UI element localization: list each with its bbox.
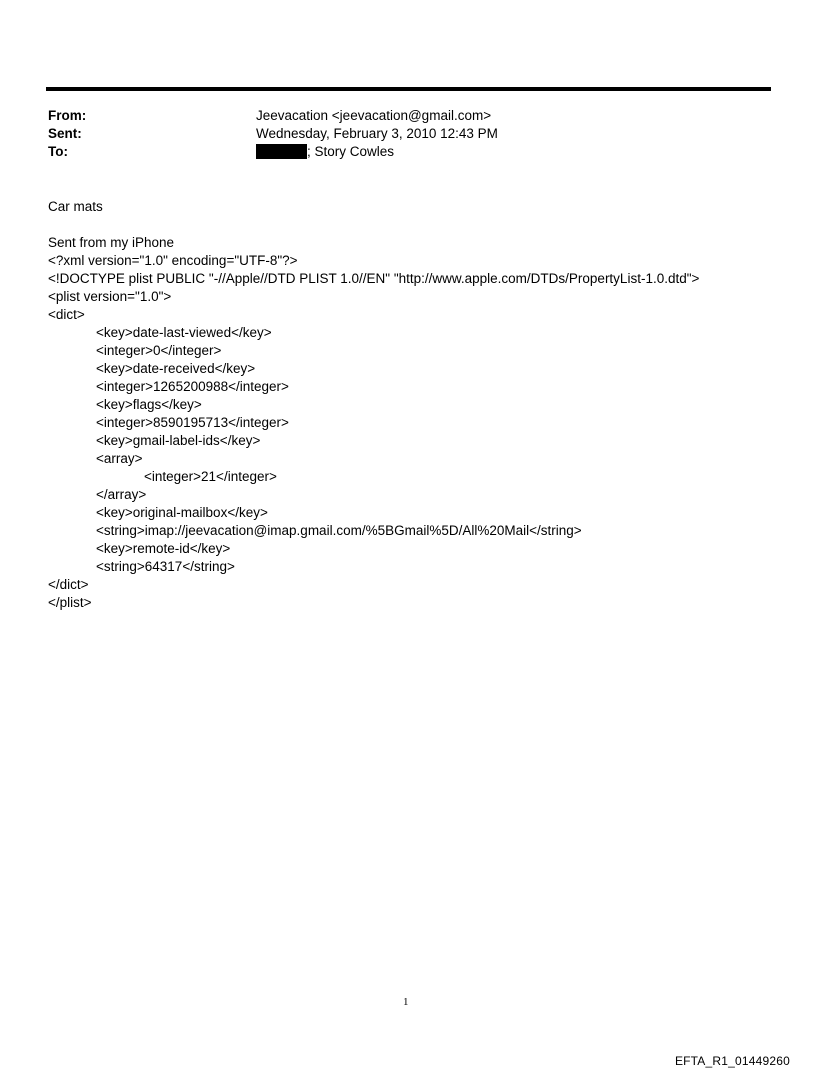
subject-line: Car mats (48, 199, 103, 214)
from-label: From: (48, 108, 87, 123)
xml-line: <plist version="1.0"> (48, 289, 172, 304)
sent-value: Wednesday, February 3, 2010 12:43 PM (256, 126, 498, 141)
xml-line: <key>gmail-label-ids</key> (96, 433, 261, 448)
from-value: Jeevacation <jeevacation@gmail.com> (256, 108, 492, 123)
xml-line: <integer>1265200988</integer> (96, 379, 289, 394)
xml-line: <integer>8590195713</integer> (96, 415, 289, 430)
xml-line: <string>imap://jeevacation@imap.gmail.com/%5BGmail%5D/All%20Mail</string> (96, 523, 582, 538)
plist-xml-block (48, 252, 699, 612)
xml-line: <integer>21</integer> (144, 469, 277, 484)
signature-line: Sent from my iPhone (48, 235, 175, 250)
xml-line: </array> (96, 487, 147, 502)
xml-line: <string>64317</string> (96, 559, 235, 574)
to-label: To: (48, 144, 68, 159)
xml-line: </dict> (48, 577, 89, 592)
xml-line: <?xml version="1.0" encoding="UTF-8"?> (48, 253, 298, 268)
xml-line: <key>original-mailbox</key> (96, 505, 268, 520)
from-row (48, 107, 768, 125)
to-value-wrapper (256, 143, 394, 161)
email-header (48, 107, 768, 161)
to-row (48, 143, 768, 161)
bates-number: EFTA_R1_01449260 (674, 1054, 790, 1068)
to-value: ; Story Cowles (307, 144, 395, 159)
xml-line: <key>date-last-viewed</key> (96, 325, 272, 340)
redaction-box (256, 144, 307, 159)
xml-line: </plist> (48, 595, 92, 610)
xml-line: <key>date-received</key> (96, 361, 256, 376)
page-number: 1 (403, 996, 409, 1008)
xml-line: <array> (96, 451, 143, 466)
xml-line: <!DOCTYPE plist PUBLIC "-//Apple//DTD PLIST 1.0//EN" "http://www.apple.com/DTDs/PropertyList-1.0.dtd"> (48, 271, 700, 286)
sent-row (48, 125, 768, 143)
header-rule (46, 87, 771, 91)
xml-line: <key>flags</key> (96, 397, 202, 412)
xml-line: <integer>0</integer> (96, 343, 222, 358)
xml-line: <key>remote-id</key> (96, 541, 231, 556)
sent-label: Sent: (48, 126, 82, 141)
xml-line: <dict> (48, 307, 85, 322)
